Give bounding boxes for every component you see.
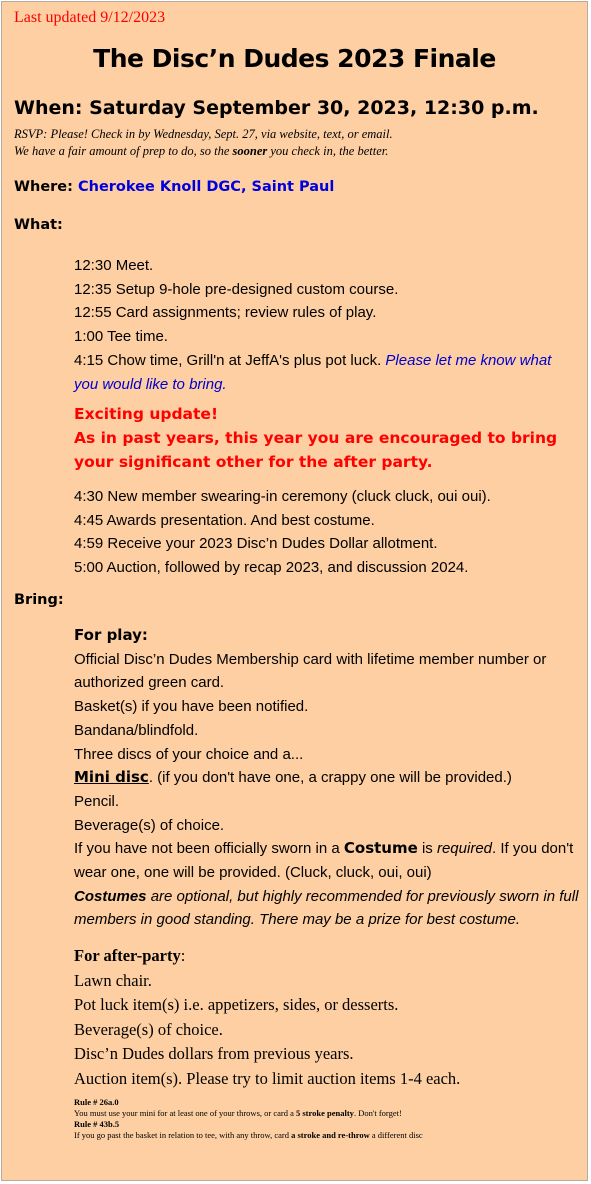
- flyer-page: [1, 1, 588, 1181]
- rule-id: Rule # 26a.0: [74, 1097, 119, 1107]
- play-heading: For play:: [74, 626, 148, 644]
- schedule-item: 12:30 Meet.: [74, 257, 154, 274]
- rules-footnote: [74, 1097, 579, 1141]
- after-party-item: Pot luck item(s) i.e. appetizers, sides, or desserts.: [74, 995, 399, 1014]
- rule-text: You must use your mini for at least one of your throws, or card a 5 stroke penalty. Don't forget!: [74, 1108, 402, 1118]
- after-party-item: Disc’n Dudes dollars from previous years.: [74, 1044, 354, 1063]
- update-body: As in past years, this year you are encouraged to bring your significant other for the after party.: [74, 429, 558, 471]
- play-item: Bandana/blindfold.: [74, 721, 199, 739]
- after-party-heading: For after-party:: [74, 946, 186, 965]
- play-list: [74, 624, 579, 932]
- schedule-list-2: [74, 485, 579, 580]
- mini-disc-label: Mini disc: [74, 768, 149, 787]
- after-party-item: Lawn chair.: [74, 970, 152, 990]
- costume-note: If you have not been officially sworn in a Costume is required. If you don't wear one, one will be provided. (Cluck, cluck, oui, oui): [74, 839, 574, 882]
- last-updated: Last updated 9/12/2023: [14, 9, 166, 26]
- bring-heading: Bring:: [14, 592, 64, 608]
- after-party-list: [74, 944, 579, 1091]
- play-item: Three discs of your choice and a...: [74, 745, 304, 763]
- rule-id: Rule # 43b.5: [74, 1119, 120, 1129]
- chow-note: Please let me know what you would like to bring.: [74, 351, 552, 393]
- play-item-mini: Mini disc. (if you don't have one, a crappy one will be provided.): [74, 768, 512, 787]
- schedule-item: 4:45 Awards presentation. And best costume.: [74, 511, 375, 529]
- update-title: Exciting update!: [74, 405, 219, 423]
- when-line: When: Saturday September 30, 2023, 12:30 p.m.: [14, 97, 539, 119]
- play-item: Official Disc’n Dudes Membership card with lifetime member number or authorized green card.: [74, 650, 547, 692]
- rsvp-line-1: RSVP: Please! Check in by Wednesday, Sept. 27, via website, text, or email.: [14, 127, 393, 141]
- costume-note-2: Costumes are optional, but highly recommended for previously sworn in full members in good standing. There may be a prize for best costume.: [74, 887, 579, 929]
- after-party-item: Beverage(s) of choice.: [74, 1019, 223, 1039]
- what-heading: What:: [14, 217, 63, 233]
- rsvp-note: [14, 126, 579, 160]
- schedule-item: 12:35 Setup 9-hole pre-designed custom course.: [74, 280, 399, 298]
- schedule-item-chow: 4:15 Chow time, Grill'n at JeffA's plus pot luck. Please let me know what you would like to bring.: [74, 351, 552, 393]
- schedule-item: 5:00 Auction, followed by recap 2023, and discussion 2024.: [74, 559, 469, 577]
- rsvp-line-2: We have a fair amount of prep to do, so the sooner you check in, the better.: [14, 144, 389, 158]
- play-item: Basket(s) if you have been notified.: [74, 698, 309, 716]
- schedule-item: 1:00 Tee time.: [74, 328, 168, 346]
- schedule-item: 4:59 Receive your 2023 Disc’n Dudes Dollar allotment.: [74, 535, 438, 553]
- rsvp-emphasis: sooner: [232, 144, 268, 158]
- play-item: Pencil.: [74, 792, 120, 810]
- after-party-item: Auction item(s). Please try to limit auction items 1-4 each.: [74, 1068, 461, 1088]
- play-item: Beverage(s) of choice.: [74, 816, 225, 834]
- where-heading: [14, 179, 334, 195]
- where-label: Where:: [14, 179, 78, 195]
- schedule-item: 12:55 Card assignments; review rules of play.: [74, 304, 377, 322]
- page-title: The Disc’n Dudes 2023 Finale: [93, 44, 496, 73]
- rule-text: If you go past the basket in relation to tee, with any throw, card a stroke and re-throw a different disc: [74, 1130, 423, 1140]
- where-location: Cherokee Knoll DGC, Saint Paul: [77, 179, 335, 195]
- schedule-list: [74, 254, 579, 396]
- update-notice: [74, 402, 579, 474]
- schedule-item: 4:30 New member swearing-in ceremony (cluck cluck, oui oui).: [74, 488, 491, 505]
